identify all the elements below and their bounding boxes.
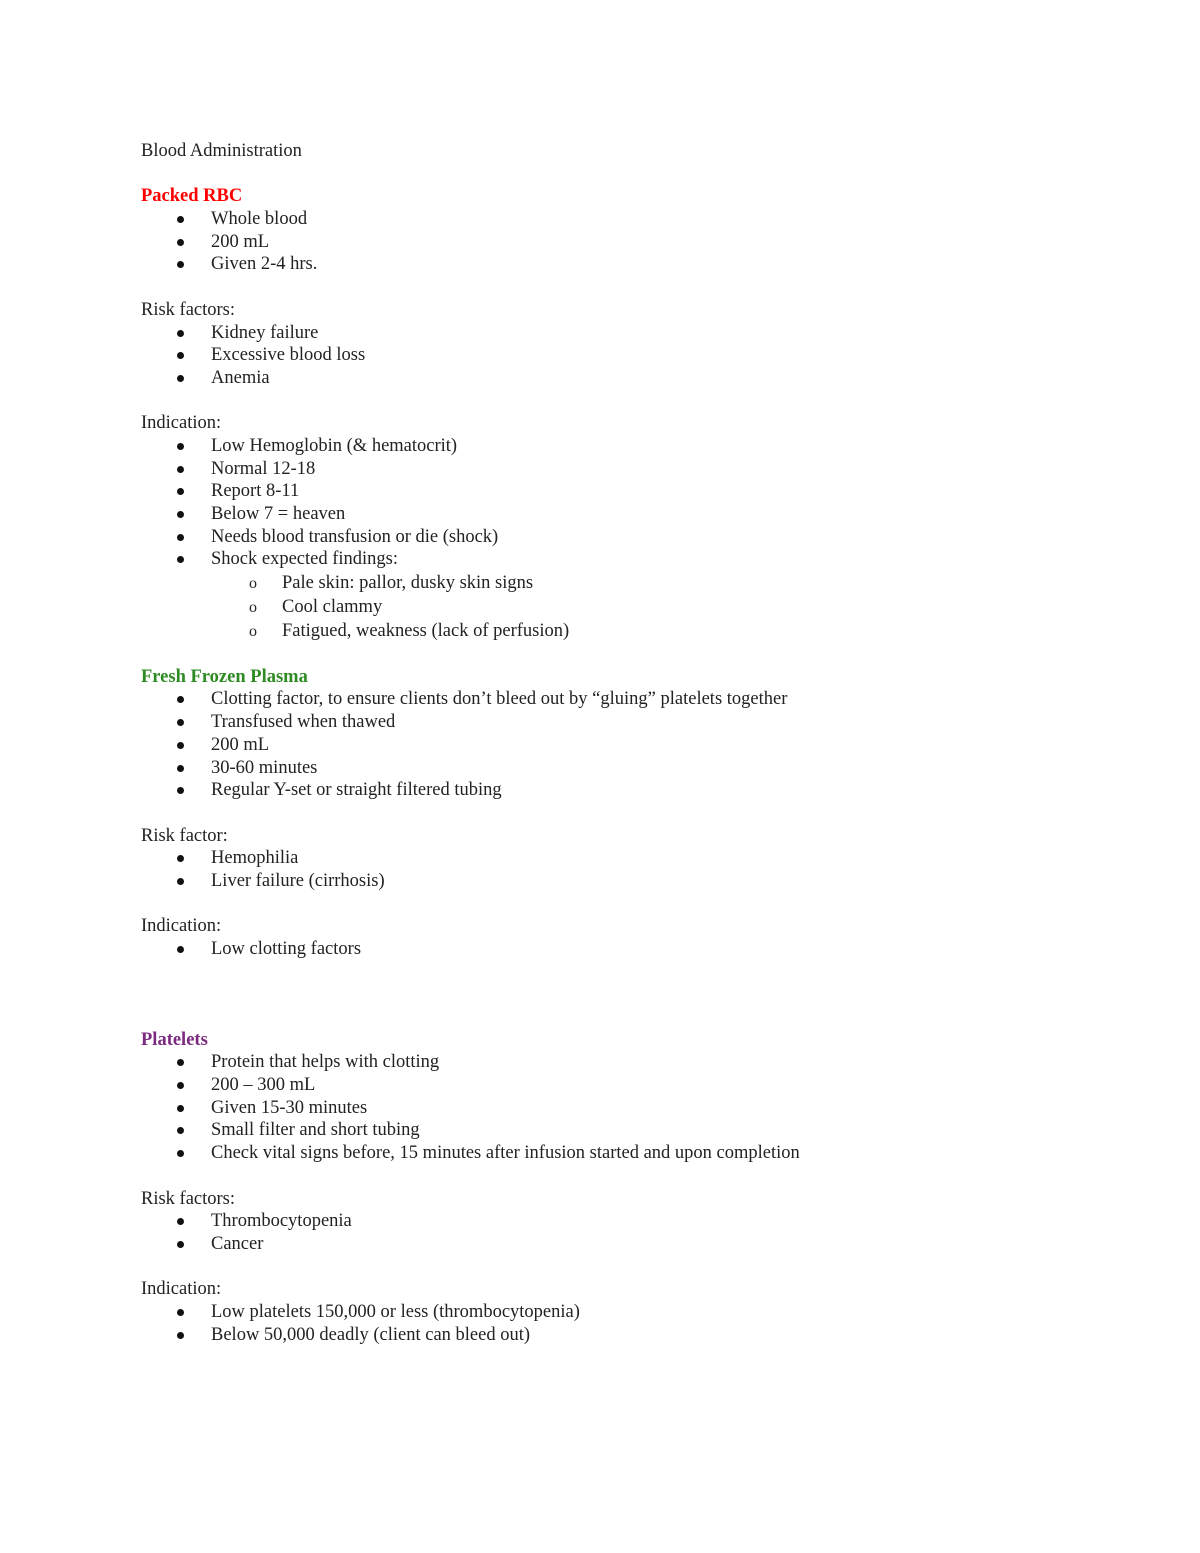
indication-label: Indication:	[141, 1279, 222, 1300]
spacer	[141, 1256, 1141, 1279]
list-item: Protein that helps with clotting	[141, 1051, 1141, 1074]
sub-list-item: o Pale skin: pallor, dusky skin signs	[141, 571, 1141, 595]
indication-label: Indication:	[141, 916, 222, 937]
list-item: Kidney failure	[141, 322, 1141, 345]
platelets-indication-list	[141, 1301, 1141, 1346]
list-item: Below 7 = heaven	[141, 503, 1141, 526]
list-item: Hemophilia	[141, 847, 1141, 870]
list-item: Whole blood	[141, 208, 1141, 231]
list-item: Report 8-11	[141, 480, 1141, 503]
list-item: Low clotting factors	[141, 938, 1141, 961]
bullet-icon	[177, 946, 184, 953]
ffp-indication-list	[141, 938, 1141, 961]
list-item: Excessive blood loss	[141, 344, 1141, 367]
spacer	[141, 163, 1141, 186]
risk-factors-label: Risk factors:	[141, 1188, 236, 1209]
bullet-icon	[177, 216, 184, 223]
bullet-icon	[177, 1105, 184, 1112]
bullet-icon	[177, 1150, 184, 1157]
spacer	[141, 390, 1141, 413]
bullet-icon	[177, 443, 184, 450]
list-item: Shock expected findings:	[141, 548, 1141, 571]
bullet-icon	[177, 352, 184, 359]
spacer	[141, 802, 1141, 825]
packed-rbc-list	[141, 208, 1141, 276]
section-heading-fresh-frozen-plasma: Fresh Frozen Plasma	[141, 666, 308, 687]
bullet-icon	[177, 1218, 184, 1225]
ffp-risk-list	[141, 847, 1141, 892]
section-heading-platelets: Platelets	[141, 1029, 208, 1050]
list-item: Anemia	[141, 367, 1141, 390]
bullet-icon	[177, 1082, 184, 1089]
list-item: Transfused when thawed	[141, 711, 1141, 734]
bullet-icon	[177, 1309, 184, 1316]
document-title: Blood Administration	[141, 141, 302, 161]
packed-rbc-indication-list	[141, 435, 1141, 571]
list-item: Low platelets 150,000 or less (thrombocytopenia)	[141, 1301, 1141, 1324]
bullet-icon	[177, 330, 184, 337]
circle-bullet-icon: o	[249, 599, 257, 617]
shock-findings-list	[141, 571, 1141, 643]
bullet-icon	[177, 239, 184, 246]
bullet-icon	[177, 1241, 184, 1248]
bullet-icon	[177, 855, 184, 862]
spacer	[141, 893, 1141, 916]
list-item: Below 50,000 deadly (client can bleed out)	[141, 1324, 1141, 1347]
list-item: Check vital signs before, 15 minutes after infusion started and upon completion	[141, 1142, 1141, 1165]
risk-factors-label: Risk factor:	[141, 825, 228, 846]
bullet-icon	[177, 534, 184, 541]
bullet-icon	[177, 719, 184, 726]
list-item: 30-60 minutes	[141, 757, 1141, 780]
bullet-icon	[177, 765, 184, 772]
list-item: Given 15-30 minutes	[141, 1097, 1141, 1120]
bullet-icon	[177, 1127, 184, 1134]
list-item: 200 – 300 mL	[141, 1074, 1141, 1097]
bullet-icon	[177, 787, 184, 794]
bullet-icon	[177, 742, 184, 749]
bullet-icon	[177, 375, 184, 382]
list-item: Low Hemoglobin (& hematocrit)	[141, 435, 1141, 458]
circle-bullet-icon: o	[249, 575, 257, 593]
list-item: 200 mL	[141, 231, 1141, 254]
spacer	[141, 961, 1141, 1029]
spacer	[141, 1165, 1141, 1188]
bullet-icon	[177, 556, 184, 563]
list-item: Normal 12-18	[141, 458, 1141, 481]
list-item: 200 mL	[141, 734, 1141, 757]
list-item: Clotting factor, to ensure clients don’t bleed out by “gluing” platelets together	[141, 688, 1141, 711]
bullet-icon	[177, 878, 184, 885]
sub-list-item: o Cool clammy	[141, 595, 1141, 619]
indication-label: Indication:	[141, 413, 222, 434]
list-item: Cancer	[141, 1233, 1141, 1256]
risk-factors-label: Risk factors:	[141, 299, 236, 320]
list-item: Small filter and short tubing	[141, 1119, 1141, 1142]
list-item: Needs blood transfusion or die (shock)	[141, 526, 1141, 549]
circle-bullet-icon: o	[249, 623, 257, 641]
bullet-icon	[177, 261, 184, 268]
section-heading-packed-rbc: Packed RBC	[141, 186, 243, 207]
bullet-icon	[177, 1059, 184, 1066]
sub-list-item: o Fatigued, weakness (lack of perfusion)	[141, 619, 1141, 643]
bullet-icon	[177, 488, 184, 495]
list-item: Regular Y-set or straight filtered tubing	[141, 779, 1141, 802]
packed-rbc-risk-list	[141, 322, 1141, 390]
ffp-list	[141, 688, 1141, 801]
bullet-icon	[177, 466, 184, 473]
list-item: Given 2-4 hrs.	[141, 253, 1141, 276]
bullet-icon	[177, 696, 184, 703]
spacer	[141, 276, 1141, 299]
platelets-list	[141, 1051, 1141, 1164]
spacer	[141, 643, 1141, 666]
list-item: Thrombocytopenia	[141, 1210, 1141, 1233]
platelets-risk-list	[141, 1210, 1141, 1255]
bullet-icon	[177, 511, 184, 518]
list-item: Liver failure (cirrhosis)	[141, 870, 1141, 893]
bullet-icon	[177, 1332, 184, 1339]
document-page	[141, 140, 1141, 1346]
